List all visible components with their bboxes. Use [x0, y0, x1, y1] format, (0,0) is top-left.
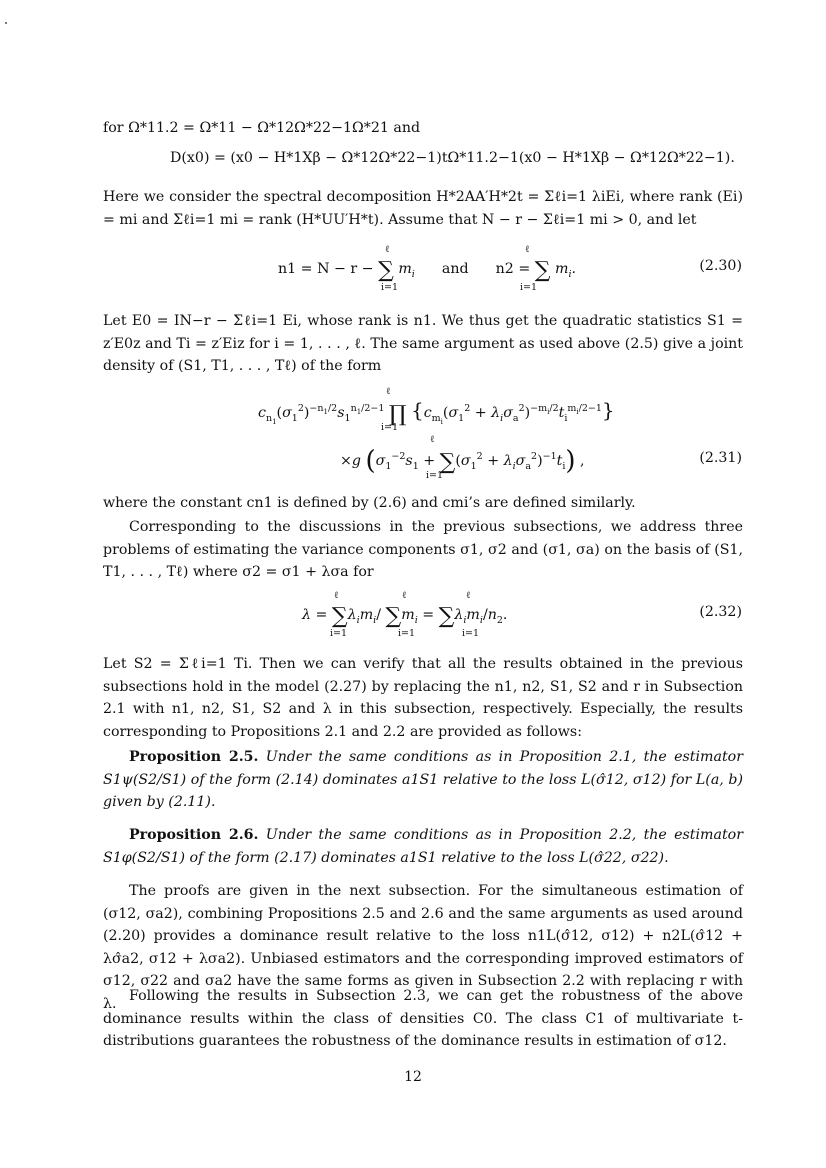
page-number: 12: [404, 1069, 422, 1085]
proposition-2-6-text: Under the same conditions as in Proposition 2.2, the estimator S1φ(S2/S1) of the form (2.17) dominates a1S1 relative to the loss L(σ̂22, σ22).: [103, 827, 743, 866]
proposition-2-5-title: Proposition 2.5.: [129, 749, 259, 765]
scan-speck: [5, 22, 7, 24]
proposition-2-5-text: Under the same conditions as in Proposition 2.1, the estimator S1ψ(S2/S1) of the form (2.14) dominates a1S1 relative to the loss L(σ̂12, σ12) for L(a, b) given by (2.11).: [103, 749, 743, 810]
equation-number-2-30: (2.30): [699, 258, 742, 274]
paragraph-quadratic-statistics: Let E0 = IN−r − Σℓi=1 Ei, whose rank is n1. We thus get the quadratic statistics S1 = z′E0z and Ti = z′Eiz for i = 1, . . . , ℓ. The same argument as used above (2.5) give a joint density of (S1, T1, . . . , Tℓ) of the form: [103, 313, 743, 374]
omega-definition-text: for Ω*11.2 = Ω*11 − Ω*12Ω*22−1Ω*21 and: [103, 120, 421, 136]
paragraph-results-replacement: Let S2 = Σℓi=1 Ti. Then we can verify that all the results obtained in the previous subsections hold in the model (2.27) by replacing the n1, n2, S1, S2 and r in Subsection 2.1 with n1, n2, S1, S2 and λ in this subsection, respectively. Especially, the results corresponding to Propositions 2.1 and 2.2 are provided as follows:: [103, 656, 743, 740]
equation-2-32: $\lambda = \sum\lambda_im_i/$ $\sum m_i = \sum\lambda_im_i/n_2$.: [302, 604, 508, 629]
equation-d-x0: D(x0) = (x0 − H*1Xβ − Ω*12Ω*22−1)tΩ*11.2−1(x0 − H*1Xβ − Ω*12Ω*22−1).: [170, 150, 735, 166]
paragraph-spectral-decomposition: Here we consider the spectral decomposition H*2AA′H*2t = Σℓi=1 λiEi, where rank (Ei) = mi and Σℓi=1 mi = rank (H*UU′H*t). Assume that N − r − Σℓi=1 mi > 0, and let: [103, 189, 743, 228]
equation-number-2-32: (2.32): [699, 604, 742, 620]
equation-2-31-line2: ×g $(\sigma_1^{-2}s_1 + \sum(\sigma_1^2 + \lambda_i\sigma_a^2)^{-1}t_i)$ ,: [340, 446, 585, 476]
paragraph-omega-definition: [103, 117, 743, 140]
equation-2-30: n1 = N − r − ∑ $m_i$ and n2 = ∑ $m_i$.: [278, 258, 576, 283]
paragraph-variance-components: Corresponding to the discussions in the previous subsections, we address three problems of estimating the variance components σ1, σ2 and (σ1, σa) on the basis of (S1, T1, . . . , Tℓ) where σ2 = σ1 + λσa for: [103, 519, 743, 580]
paragraph-proofs: The proofs are given in the next subsection. For the simultaneous estimation of (σ12, σa2), combining Propositions 2.5 and 2.6 and the same arguments as used around (2.20) provides a dominance result relative to the loss n1L(σ̂12, σ12) + n2L(σ̂12 + λσ̂a2, σ12 + λσa2). Unbiased estimators and the corresponding improved estimators of σ12, σ22 and σa2 have the same forms as given in Subsection 2.2 with replacing r with λ.: [103, 883, 743, 1012]
equation-number-2-31: (2.31): [699, 450, 742, 466]
proposition-2-6: [103, 824, 743, 869]
equation-2-31-line1: $c_{n_1}(\sigma_1^2)^{-n_1/2}s_1^{n_1/2-1}$ ∏ $\{c_{m_i}(\sigma_1^2 + \lambda_i\sigma_a^2)^{-m_i/2}t_i^{m_i/2-1}\}$: [258, 398, 615, 427]
proposition-2-6-title: Proposition 2.6.: [129, 827, 259, 843]
proposition-2-5: [103, 746, 743, 814]
document-page: for Ω*11.2 = Ω*11 − Ω*12Ω*22−1Ω*21 and D(x0) = (x0 − H*1Xβ − Ω*12Ω*22−1)tΩ*11.2−1(x0 − H*1Xβ − Ω*12Ω*22−1). Here we consider the spectral decomposition H*2AA′H*2t = Σℓi=1 λiEi, where rank (Ei) = mi and Σℓi=1 mi = rank (H*UU′H*t). Assume that N − r − Σℓi=1 mi > 0, and let n1 = N − r − ∑ $m_i$ and n2 = ∑ $m_i$. ℓ i=1 ℓ i=1 (2.30) Let E0 = IN−r − Σℓi=1 Ei, whose rank is n1. We thus get the quadratic statistics S1 = z′E0z and Ti = z′Eiz for i = 1, . . . , ℓ. The same argument as used above (2.5) give a joint density of (S1, T1, . . . , Tℓ) of the form $c_{n_1}(\sigma_1^2)^{-n_1/2}s_1^{n_1/2-1}$ ∏ $\{c_{m_i}(\sigma_1^2 + \lambda_i\sigma_a^2)^{-m_i/2}t_i^{m_i/2-1}\}$ ℓ i=1 ×g $(\sigma_1^{-2}s_1 + \sum(\sigma_1^2 + \lambda_i\sigma_a^2)^{-1}t_i)$ , ℓ i=1 (2.31) where the constant cn1 is defined by (2.6) and cmi’s are defined similarly. Corresponding to the discussions in the previous subsections, we address three problems of estimating the variance components σ1, σ2 and (σ1, σa) on the basis of (S1, T1, . . . , Tℓ) where σ2 = σ1 + λσa for $\lambda = \sum\lambda_im_i/$ $\sum m_i = \sum\lambda_im_i/n_2$. ℓ i=1 ℓ i=1 ℓ i=1 (2.32) Let S2 = Σℓi=1 Ti. Then we can verify that all the results obtained in the previous subsections hold in the model (2.27) by replacing the n1, n2, S1, S2 and r in Subsection 2.1 with n1, n2, S1, S2 and λ in this subsection, respectively. Especially, the results corresponding to Propositions 2.1 and 2.2 are provided as follows: Proposition 2.5. Under the same conditions as in Proposition 2.1, the estimator S1ψ(S2/S1) of the form (2.14) dominates a1S1 relative to the loss L(σ̂12, σ12) for L(a, b) given by (2.11). Proposition 2.6. Under the same conditions as in Proposition 2.2, the estimator S1φ(S2/S1) of the form (2.17) dominates a1S1 relative to the loss L(σ̂22, σ22). The proofs are given in the next subsection. For the simultaneous estimation of (σ12, σa2), combining Propositions 2.5 and 2.6 and the same arguments as used around (2.20) provides a dominance result relative to the loss n1L(σ̂12, σ12) + n2L(σ̂12 + λσ̂a2, σ12 + λσa2). Unbiased estimators and the corresponding improved estimators of σ12, σ22 and σa2 have the same forms as given in Subsection 2.2 with replacing r with λ. Following the results in Subsection 2.3, we can get the robustness of the above dominance results within the class of densities C0. The class C1 of multivariate t-distributions guarantees the robustness of the dominance results in estimation of σ12. 12: [0, 0, 826, 1168]
paragraph-robustness: Following the results in Subsection 2.3, we can get the robustness of the above dominance results within the class of densities C0. The class C1 of multivariate t-distributions guarantees the robustness of the dominance results in estimation of σ12.: [103, 988, 743, 1049]
paragraph-constant-definition: where the constant cn1 is defined by (2.6) and cmi’s are defined similarly.: [103, 495, 636, 511]
